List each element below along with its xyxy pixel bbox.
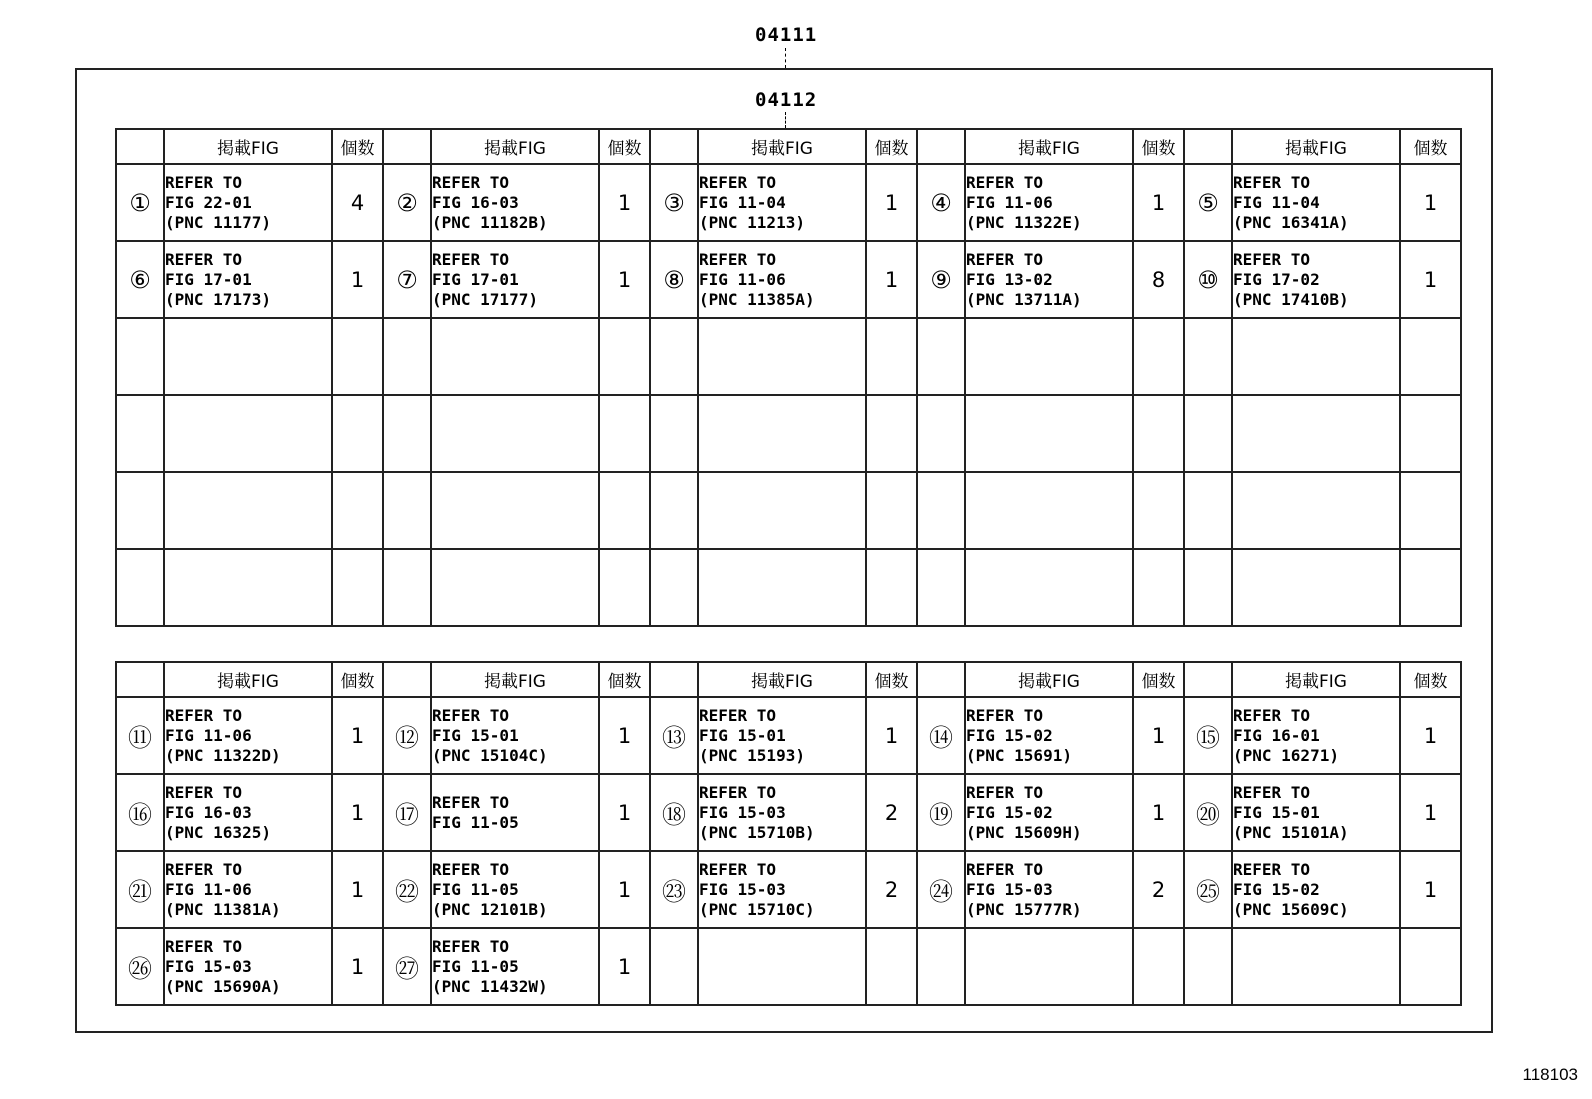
reference-line: (PNC 15193) (699, 745, 805, 765)
reference-cell (1232, 928, 1400, 1005)
reference-line: FIG 15-01 (1233, 802, 1320, 822)
item-number (1184, 395, 1232, 472)
item-number: ⑪ (116, 697, 164, 774)
quantity (866, 472, 917, 549)
table-row (116, 697, 1461, 774)
item-number: ⑯ (116, 774, 164, 851)
reference-cell (1232, 318, 1400, 395)
reference-line: (PNC 11182B) (432, 212, 548, 232)
quantity (599, 472, 650, 549)
quantity (1400, 318, 1461, 395)
reference-line: (PNC 11385A) (699, 289, 815, 309)
header-qty: 個数 (866, 129, 917, 164)
header-fig: 掲載FIG (164, 129, 332, 164)
reference-cell (164, 164, 332, 241)
header-fig: 掲載FIG (698, 129, 866, 164)
quantity: 1 (1400, 241, 1461, 318)
reference-cell (698, 395, 866, 472)
reference-line: REFER TO (432, 936, 510, 956)
reference-line: FIG 15-02 (966, 725, 1053, 745)
quantity: 1 (1400, 697, 1461, 774)
quantity: 1 (332, 241, 383, 318)
reference-line: FIG 17-01 (165, 269, 252, 289)
reference-line: (PNC 15104C) (432, 745, 548, 765)
table-header-row (116, 129, 1461, 164)
reference-line: FIG 11-05 (432, 956, 519, 976)
quantity (1400, 472, 1461, 549)
quantity: 1 (1133, 164, 1184, 241)
reference-cell (164, 241, 332, 318)
reference-line: FIG 15-03 (699, 802, 786, 822)
item-number: ⑰ (383, 774, 431, 851)
reference-line: (PNC 15690A) (165, 976, 281, 996)
quantity: 8 (1133, 241, 1184, 318)
table-row (116, 774, 1461, 851)
reference-cell (1232, 164, 1400, 241)
table-row (116, 241, 1461, 318)
reference-cell (965, 549, 1133, 626)
reference-cell (965, 697, 1133, 774)
quantity: 1 (599, 164, 650, 241)
reference-line: REFER TO (1233, 782, 1311, 802)
quantity (599, 395, 650, 472)
item-number (1184, 928, 1232, 1005)
item-number: ⑩ (1184, 241, 1232, 318)
item-number: ⑫ (383, 697, 431, 774)
quantity: 4 (332, 164, 383, 241)
reference-line: FIG 15-01 (432, 725, 519, 745)
item-number (917, 928, 965, 1005)
outer-leader-line (785, 48, 786, 68)
item-number: ㉒ (383, 851, 431, 928)
quantity: 1 (599, 241, 650, 318)
reference-line: FIG 16-03 (165, 802, 252, 822)
header-qty: 個数 (332, 662, 383, 697)
reference-cell (965, 395, 1133, 472)
reference-cell (164, 472, 332, 549)
reference-line: REFER TO (165, 936, 243, 956)
header-fig: 掲載FIG (965, 129, 1133, 164)
reference-line: REFER TO (966, 172, 1044, 192)
reference-line: (PNC 16325) (165, 822, 271, 842)
quantity: 2 (866, 851, 917, 928)
reference-cell (431, 241, 599, 318)
reference-line: (PNC 15609H) (966, 822, 1082, 842)
reference-cell (164, 697, 332, 774)
item-number (1184, 472, 1232, 549)
item-number: ⑧ (650, 241, 698, 318)
item-number (650, 928, 698, 1005)
reference-cell (698, 697, 866, 774)
reference-line: FIG 11-06 (165, 879, 252, 899)
item-number: ㉑ (116, 851, 164, 928)
reference-line: REFER TO (699, 249, 777, 269)
reference-cell (1232, 774, 1400, 851)
reference-cell (164, 928, 332, 1005)
reference-cell (431, 164, 599, 241)
reference-cell (965, 241, 1133, 318)
reference-line: (PNC 11381A) (165, 899, 281, 919)
header-qty: 個数 (599, 662, 650, 697)
reference-line: FIG 11-05 (432, 812, 519, 832)
reference-line: (PNC 15710B) (699, 822, 815, 842)
header-fig: 掲載FIG (164, 662, 332, 697)
header-fig: 掲載FIG (1232, 662, 1400, 697)
item-number: ⑦ (383, 241, 431, 318)
reference-cell (698, 318, 866, 395)
item-number: ㉖ (116, 928, 164, 1005)
reference-line: FIG 11-06 (699, 269, 786, 289)
reference-line: REFER TO (165, 705, 243, 725)
reference-line: REFER TO (165, 172, 243, 192)
header-blank (383, 129, 431, 164)
header-fig: 掲載FIG (1232, 129, 1400, 164)
header-blank (116, 129, 164, 164)
reference-line: FIG 15-02 (1233, 879, 1320, 899)
reference-line: FIG 22-01 (165, 192, 252, 212)
quantity: 1 (866, 164, 917, 241)
reference-line: REFER TO (1233, 172, 1311, 192)
item-number (650, 472, 698, 549)
quantity (1400, 395, 1461, 472)
reference-line: (PNC 11322D) (165, 745, 281, 765)
reference-cell (698, 164, 866, 241)
reference-cell (698, 851, 866, 928)
header-fig: 掲載FIG (431, 129, 599, 164)
quantity (1133, 549, 1184, 626)
reference-cell (698, 774, 866, 851)
reference-cell (164, 318, 332, 395)
quantity: 1 (1133, 697, 1184, 774)
reference-line: FIG 17-02 (1233, 269, 1320, 289)
item-number: ⑲ (917, 774, 965, 851)
item-number (917, 472, 965, 549)
item-number: ⑥ (116, 241, 164, 318)
item-number: ⑮ (1184, 697, 1232, 774)
table-row (116, 164, 1461, 241)
quantity: 2 (866, 774, 917, 851)
item-number (116, 318, 164, 395)
item-number: ⑬ (650, 697, 698, 774)
reference-line: REFER TO (966, 705, 1044, 725)
reference-cell (431, 928, 599, 1005)
reference-line: FIG 15-03 (165, 956, 252, 976)
header-qty: 個数 (1400, 662, 1461, 697)
item-number (116, 395, 164, 472)
reference-line: FIG 15-03 (699, 879, 786, 899)
quantity (1133, 928, 1184, 1005)
outer-assembly-label: 04111 (755, 24, 818, 46)
reference-cell (1232, 697, 1400, 774)
quantity (1133, 472, 1184, 549)
header-blank (1184, 129, 1232, 164)
quantity: 1 (866, 697, 917, 774)
reference-cell (1232, 851, 1400, 928)
item-number (917, 549, 965, 626)
reference-cell (164, 774, 332, 851)
reference-line: FIG 11-05 (432, 879, 519, 899)
item-number: ㉗ (383, 928, 431, 1005)
item-number (383, 472, 431, 549)
quantity (332, 318, 383, 395)
item-number: ⑨ (917, 241, 965, 318)
reference-line: (PNC 11213) (699, 212, 805, 232)
header-fig: 掲載FIG (431, 662, 599, 697)
header-qty: 個数 (1133, 129, 1184, 164)
quantity (1400, 549, 1461, 626)
reference-line: REFER TO (432, 249, 510, 269)
item-number: ㉔ (917, 851, 965, 928)
quantity: 1 (599, 774, 650, 851)
header-blank (917, 129, 965, 164)
quantity: 1 (1400, 164, 1461, 241)
reference-cell (965, 774, 1133, 851)
quantity (866, 549, 917, 626)
quantity (332, 472, 383, 549)
item-number (383, 549, 431, 626)
item-number (116, 549, 164, 626)
quantity: 1 (1400, 851, 1461, 928)
quantity (866, 318, 917, 395)
reference-line: (PNC 15710C) (699, 899, 815, 919)
header-qty: 個数 (1133, 662, 1184, 697)
header-blank (650, 129, 698, 164)
item-number: ㉓ (650, 851, 698, 928)
quantity: 1 (1400, 774, 1461, 851)
reference-line: REFER TO (966, 782, 1044, 802)
reference-line: FIG 11-04 (699, 192, 786, 212)
reference-line: REFER TO (699, 859, 777, 879)
quantity: 1 (332, 928, 383, 1005)
reference-line: REFER TO (165, 249, 243, 269)
quantity (866, 395, 917, 472)
reference-cell (698, 241, 866, 318)
reference-line: (PNC 17173) (165, 289, 271, 309)
reference-line: (PNC 16341A) (1233, 212, 1349, 232)
reference-line: (PNC 12101B) (432, 899, 548, 919)
item-number: ⑤ (1184, 164, 1232, 241)
reference-cell (965, 928, 1133, 1005)
reference-cell (164, 851, 332, 928)
reference-line: (PNC 17410B) (1233, 289, 1349, 309)
quantity: 1 (1133, 774, 1184, 851)
item-number (383, 318, 431, 395)
header-blank (1184, 662, 1232, 697)
item-number (650, 318, 698, 395)
parts-table-1 (115, 128, 1462, 627)
header-fig: 掲載FIG (965, 662, 1133, 697)
quantity (1400, 928, 1461, 1005)
reference-line: (PNC 15777R) (966, 899, 1082, 919)
reference-cell (164, 395, 332, 472)
quantity: 1 (599, 928, 650, 1005)
reference-line: (PNC 15101A) (1233, 822, 1349, 842)
reference-cell (164, 549, 332, 626)
header-blank (383, 662, 431, 697)
item-number: ⑱ (650, 774, 698, 851)
item-number: ⑳ (1184, 774, 1232, 851)
table-row (116, 549, 1461, 626)
reference-line: REFER TO (432, 792, 510, 812)
item-number (1184, 549, 1232, 626)
reference-cell (698, 549, 866, 626)
reference-line: FIG 15-03 (966, 879, 1053, 899)
reference-cell (1232, 549, 1400, 626)
table-row (116, 318, 1461, 395)
header-blank (650, 662, 698, 697)
reference-cell (965, 472, 1133, 549)
item-number: ② (383, 164, 431, 241)
quantity (1133, 318, 1184, 395)
reference-cell (431, 395, 599, 472)
item-number (650, 395, 698, 472)
quantity: 1 (866, 241, 917, 318)
reference-line: FIG 11-06 (966, 192, 1053, 212)
reference-line: REFER TO (432, 859, 510, 879)
inner-leader-line (785, 112, 786, 128)
quantity: 1 (332, 851, 383, 928)
quantity (332, 395, 383, 472)
quantity (332, 549, 383, 626)
item-number (1184, 318, 1232, 395)
reference-cell (1232, 241, 1400, 318)
item-number (917, 318, 965, 395)
table-header-row (116, 662, 1461, 697)
reference-cell (431, 851, 599, 928)
reference-line: REFER TO (699, 172, 777, 192)
quantity: 1 (599, 697, 650, 774)
reference-line: (PNC 11432W) (432, 976, 548, 996)
reference-line: REFER TO (699, 705, 777, 725)
reference-line: REFER TO (432, 705, 510, 725)
quantity (599, 318, 650, 395)
reference-line: FIG 11-06 (165, 725, 252, 745)
header-qty: 個数 (1400, 129, 1461, 164)
reference-line: REFER TO (165, 782, 243, 802)
reference-line: (PNC 11322E) (966, 212, 1082, 232)
reference-line: FIG 16-01 (1233, 725, 1320, 745)
item-number (650, 549, 698, 626)
reference-line: (PNC 15609C) (1233, 899, 1349, 919)
header-qty: 個数 (332, 129, 383, 164)
reference-line: FIG 11-04 (1233, 192, 1320, 212)
reference-cell (431, 774, 599, 851)
reference-line: REFER TO (966, 859, 1044, 879)
reference-line: REFER TO (432, 172, 510, 192)
reference-cell (1232, 395, 1400, 472)
quantity (866, 928, 917, 1005)
reference-line: FIG 17-01 (432, 269, 519, 289)
reference-line: FIG 15-02 (966, 802, 1053, 822)
reference-line: (PNC 15691) (966, 745, 1072, 765)
quantity: 1 (332, 697, 383, 774)
reference-line: REFER TO (1233, 249, 1311, 269)
item-number (383, 395, 431, 472)
reference-line: FIG 15-01 (699, 725, 786, 745)
reference-line: (PNC 11177) (165, 212, 271, 232)
header-blank (116, 662, 164, 697)
reference-line: FIG 16-03 (432, 192, 519, 212)
quantity: 2 (1133, 851, 1184, 928)
header-fig: 掲載FIG (698, 662, 866, 697)
reference-line: (PNC 13711A) (966, 289, 1082, 309)
parts-table-2 (115, 661, 1462, 1006)
table-row (116, 928, 1461, 1005)
reference-cell (965, 164, 1133, 241)
reference-cell (698, 472, 866, 549)
item-number (917, 395, 965, 472)
reference-cell (965, 851, 1133, 928)
quantity: 1 (332, 774, 383, 851)
reference-cell (431, 697, 599, 774)
item-number: ④ (917, 164, 965, 241)
header-qty: 個数 (599, 129, 650, 164)
reference-cell (1232, 472, 1400, 549)
drawing-number: 118103 (1522, 1065, 1578, 1084)
item-number: ⑭ (917, 697, 965, 774)
reference-cell (698, 928, 866, 1005)
item-number (116, 472, 164, 549)
reference-cell (965, 318, 1133, 395)
reference-line: FIG 13-02 (966, 269, 1053, 289)
reference-cell (431, 549, 599, 626)
reference-cell (431, 472, 599, 549)
reference-line: REFER TO (1233, 859, 1311, 879)
reference-line: (PNC 17177) (432, 289, 538, 309)
reference-line: REFER TO (165, 859, 243, 879)
reference-line: REFER TO (966, 249, 1044, 269)
item-number: ㉕ (1184, 851, 1232, 928)
header-qty: 個数 (866, 662, 917, 697)
item-number: ① (116, 164, 164, 241)
reference-line: (PNC 16271) (1233, 745, 1339, 765)
quantity (599, 549, 650, 626)
inner-assembly-label: 04112 (755, 89, 818, 111)
item-number: ③ (650, 164, 698, 241)
quantity (1133, 395, 1184, 472)
header-blank (917, 662, 965, 697)
table-row (116, 472, 1461, 549)
reference-line: REFER TO (699, 782, 777, 802)
quantity: 1 (599, 851, 650, 928)
table-row (116, 395, 1461, 472)
reference-line: REFER TO (1233, 705, 1311, 725)
table-row (116, 851, 1461, 928)
reference-cell (431, 318, 599, 395)
